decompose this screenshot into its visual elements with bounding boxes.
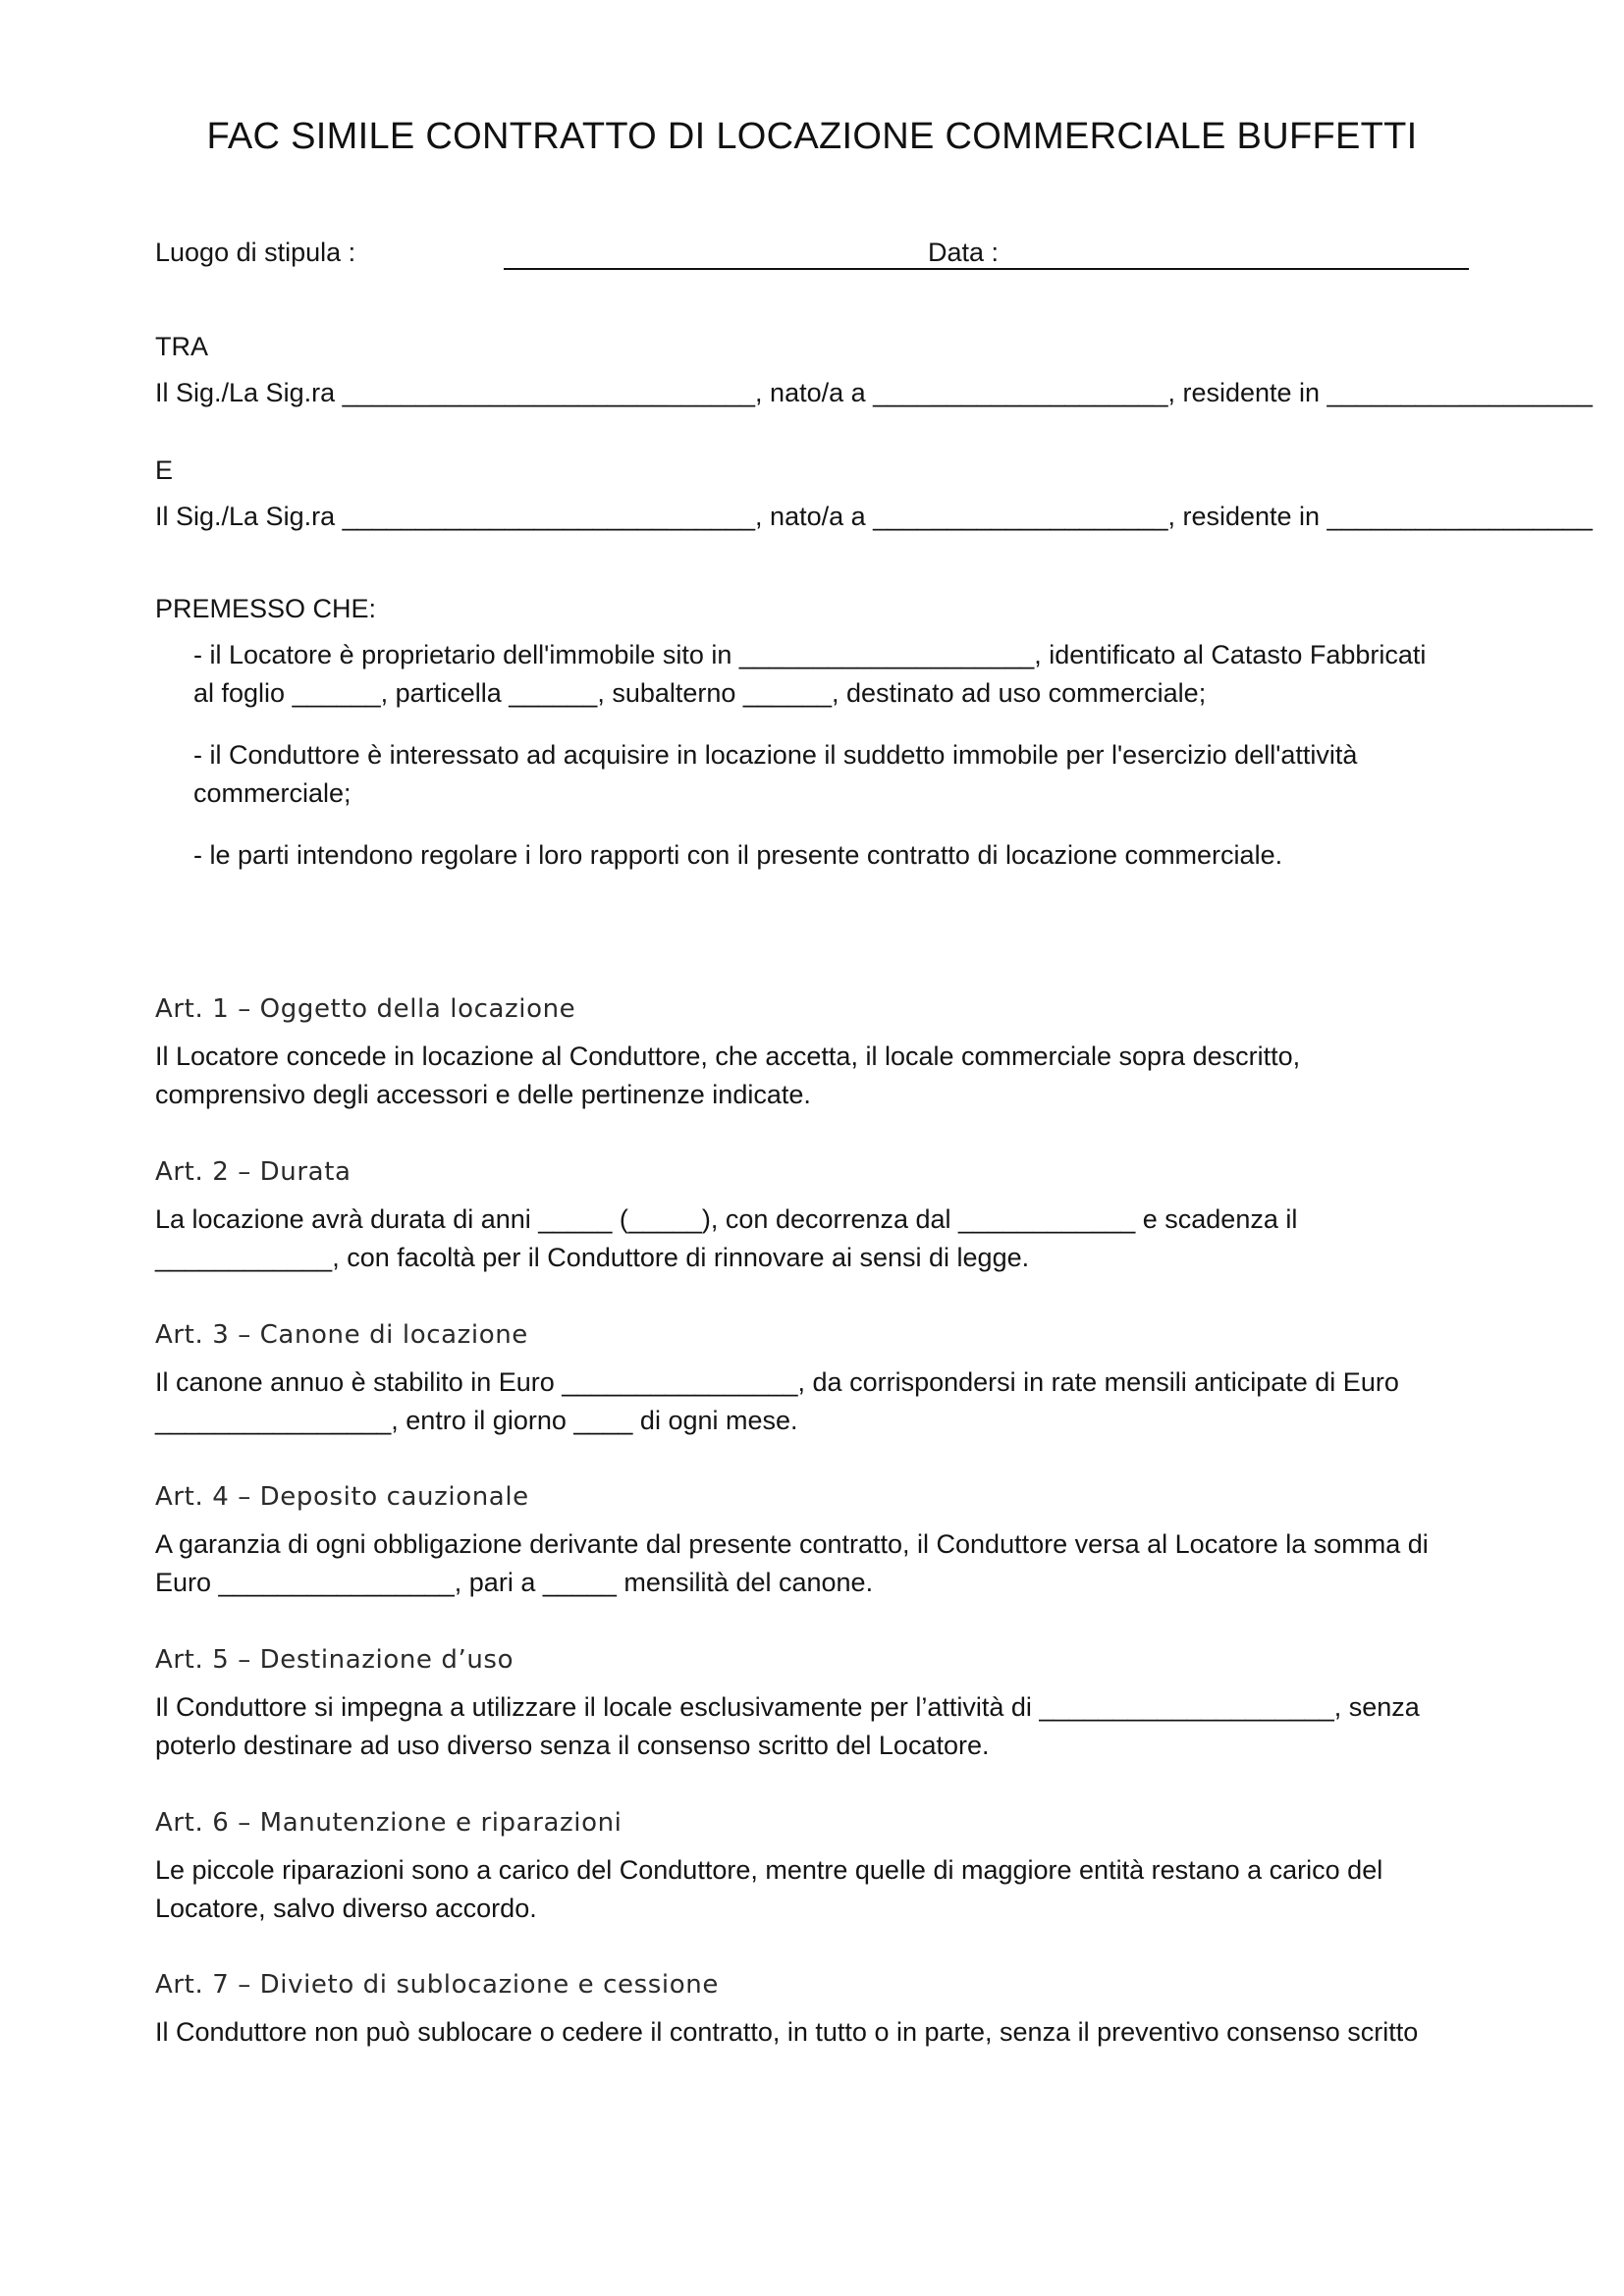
article-2-line-2: ____________, con facoltà per il Conduttore di rinnovare ai sensi di legge.	[155, 1243, 1030, 1272]
article-1-heading: Art. 1 – Oggetto della locazione	[155, 994, 576, 1024]
article-6-line-2: Locatore, salvo diverso accordo.	[155, 1894, 537, 1923]
article-2-heading: Art. 2 – Durata	[155, 1157, 352, 1187]
premesso-item-2-line-2: commerciale;	[193, 778, 352, 808]
article-4-heading: Art. 4 – Deposito cauzionale	[155, 1482, 529, 1512]
article-1-line-2: comprensivo degli accessori e delle pertinenze indicate.	[155, 1080, 811, 1109]
premesso-item-1-line-1: - il Locatore è proprietario dell'immobile sito in ____________________, identificato al Catasto Fabbricati	[193, 640, 1427, 669]
party-2-line: Il Sig./La Sig.ra ____________________________, nato/a a ____________________, residente in __________________	[155, 502, 1593, 531]
article-6-line-1: Le piccole riparazioni sono a carico del Conduttore, mentre quelle di maggiore entità restano a carico del	[155, 1855, 1383, 1885]
article-6-heading: Art. 6 – Manutenzione e riparazioni	[155, 1808, 623, 1838]
e-label: E	[155, 455, 174, 485]
document-title: FAC SIMILE CONTRATTO DI LOCAZIONE COMMERCIALE BUFFETTI	[206, 116, 1418, 157]
article-7-line-1: Il Conduttore non può sublocare o cedere il contratto, in tutto o in parte, senza il preventivo consenso scritto	[155, 2017, 1419, 2047]
article-4-line-2: Euro ________________, pari a _____ mensilità del canone.	[155, 1568, 874, 1597]
data-label: Data :	[928, 238, 1000, 267]
article-5-line-2: poterlo destinare ad uso diverso senza il consenso scritto del Locatore.	[155, 1731, 990, 1760]
article-3-heading: Art. 3 – Canone di locazione	[155, 1320, 528, 1350]
premesso-item-2-line-1: - il Conduttore è interessato ad acquisire in locazione il suddetto immobile per l'esercizio dell'attività	[193, 740, 1358, 770]
article-2-line-1: La locazione avrà durata di anni _____ (_____), con decorrenza dal ____________ e scadenza il	[155, 1204, 1298, 1234]
article-5-line-1: Il Conduttore si impegna a utilizzare il locale esclusivamente per l’attività di ____________________, senza	[155, 1692, 1420, 1722]
luogo-label: Luogo di stipula :	[155, 238, 356, 267]
premesso-heading: PREMESSO CHE:	[155, 594, 377, 623]
premesso-item-3-line-1: - le parti intendono regolare i loro rapporti con il presente contratto di locazione commerciale.	[193, 840, 1283, 870]
article-3-line-2: ________________, entro il giorno ____ di ogni mese.	[155, 1406, 798, 1435]
article-7-heading: Art. 7 – Divieto di sublocazione e cessione	[155, 1970, 719, 2000]
party-1-line: Il Sig./La Sig.ra ____________________________, nato/a a ____________________, residente in __________________	[155, 378, 1593, 407]
article-1-line-1: Il Locatore concede in locazione al Conduttore, che accetta, il locale commerciale sopra descritto,	[155, 1041, 1301, 1071]
article-3-line-1: Il canone annuo è stabilito in Euro ________________, da corrispondersi in rate mensili anticipate di Euro	[155, 1367, 1399, 1397]
article-4-line-1: A garanzia di ogni obbligazione derivante dal presente contratto, il Conduttore versa al Locatore la somma di	[155, 1529, 1429, 1559]
tra-label: TRA	[155, 332, 208, 361]
article-5-heading: Art. 5 – Destinazione d’uso	[155, 1645, 514, 1675]
premesso-item-1-line-2: al foglio ______, particella ______, subalterno ______, destinato ad uso commerciale;	[193, 678, 1207, 708]
